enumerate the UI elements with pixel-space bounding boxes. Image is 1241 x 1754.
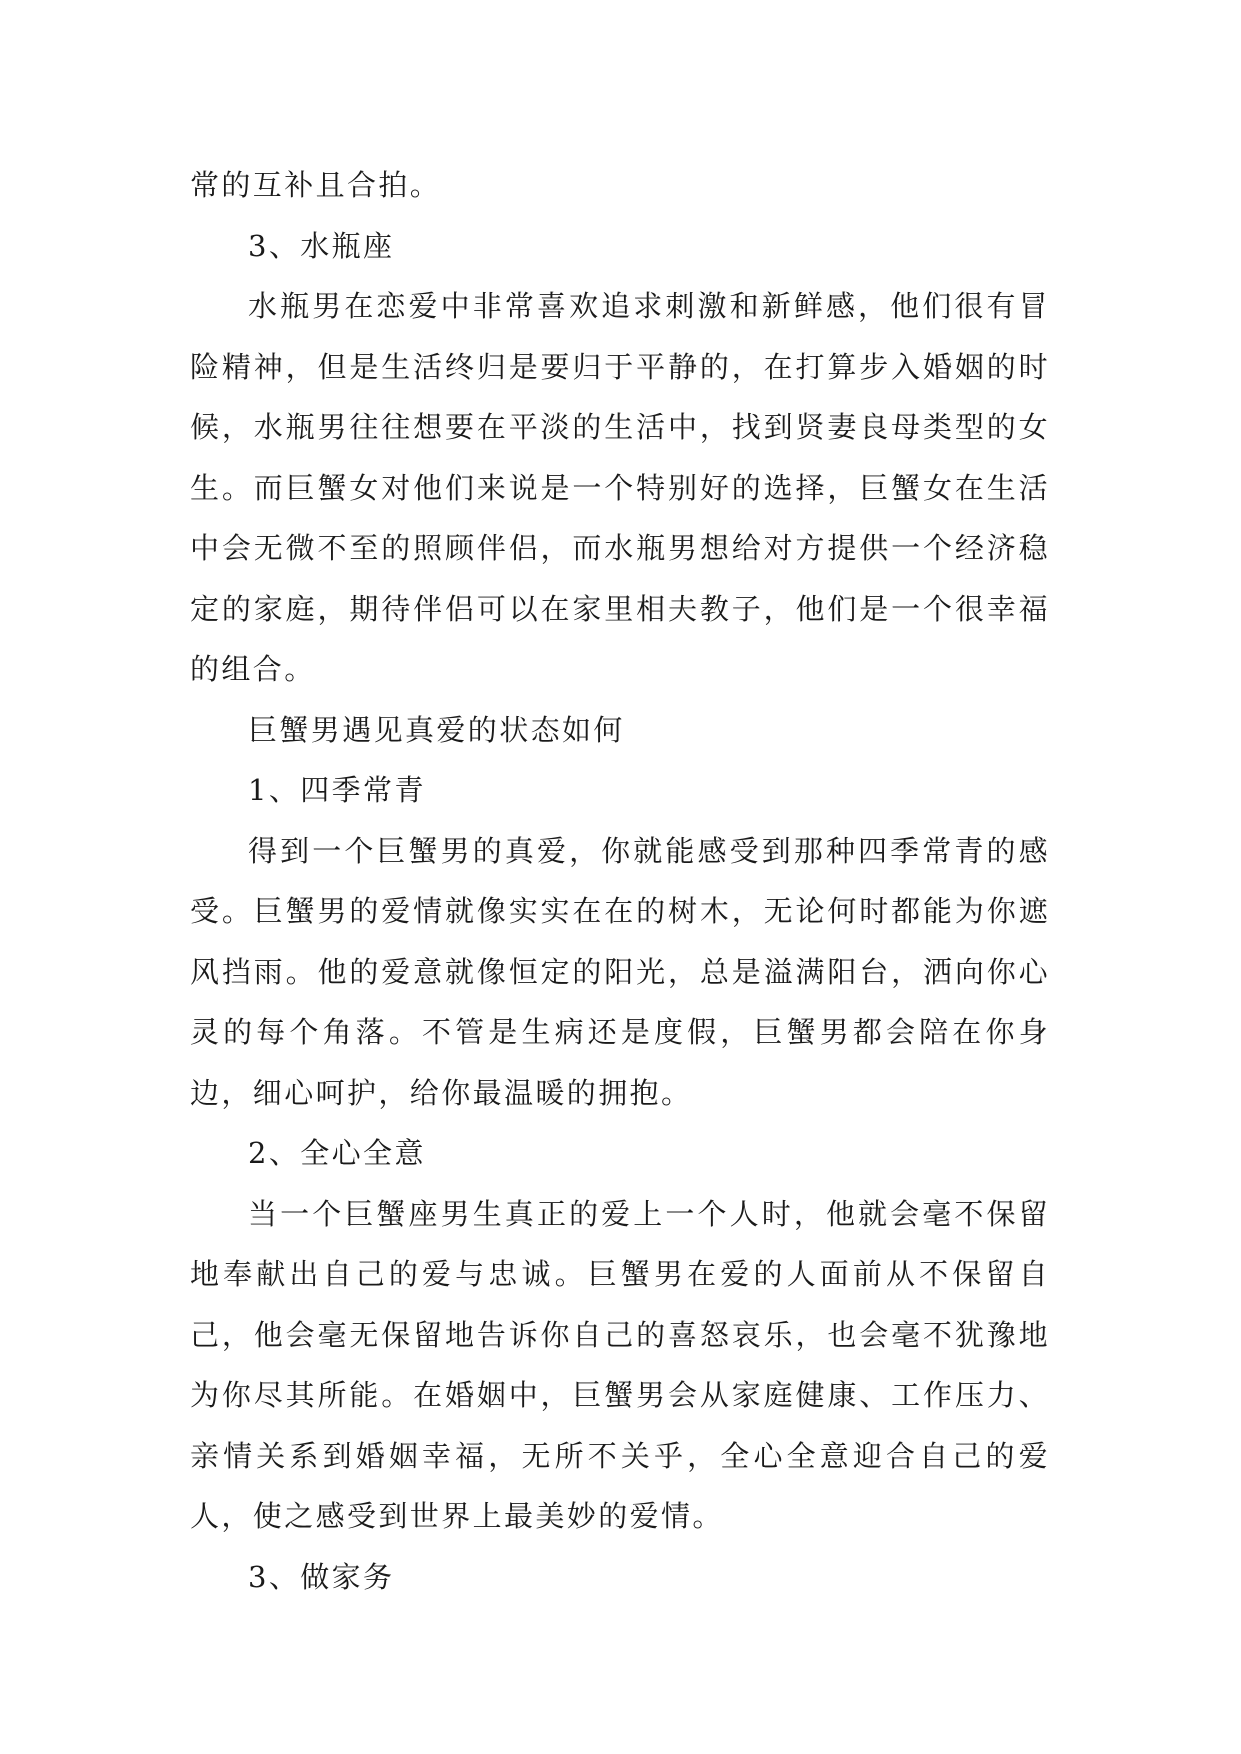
paragraph-aquarius: 水瓶男在恋爱中非常喜欢追求刺激和新鲜感，他们很有冒险精神，但是生活终归是要归于平静的，在打算步入婚姻的时候，水瓶男往往想要在平淡的生活中，找到贤妻良母类型的女生。而巨蟹女对他们来说是一个特别好的选择，巨蟹女在生活中会无微不至的照顾伴侣，而水瓶男想给对方提供一个经济稳定的家庭，期待伴侣可以在家里相夫教子，他们是一个很幸福的组合。 [190, 289, 1050, 686]
section-heading-true-love: 巨蟹男遇见真爱的状态如何 [248, 712, 625, 747]
paragraph-continued: 常的互补且合拍。 [190, 168, 442, 202]
section-heading-aquarius: 3、水瓶座 [248, 228, 395, 263]
paragraph-wholehearted: 当一个巨蟹座男生真正的爱上一个人时，他就会毫不保留地奉献出自己的爱与忠诚。巨蟹男在爱的人面前从不保留自己，他会毫无保留地告诉你自己的喜怒哀乐，也会毫不犹豫地为你尽其所能。在婚姻中，巨蟹男会从家庭健康、工作压力、亲情关系到婚姻幸福，无所不关乎，全心全意迎合自己的爱人，使之感受到世界上最美妙的爱情。 [190, 1196, 1050, 1533]
section-heading-housework: 3、做家务 [248, 1559, 395, 1594]
section-heading-evergreen: 1、四季常青 [248, 773, 426, 807]
document-body [190, 155, 1050, 1607]
paragraph-evergreen: 得到一个巨蟹男的真爱，你就能感受到那种四季常青的感受。巨蟹男的爱情就像实实在在的树木，无论何时都能为你遮风挡雨。他的爱意就像恒定的阳光，总是溢满阳台，洒向你心灵的每个角落。不管是生病还是度假，巨蟹男都会陪在你身边，细心呵护，给你最温暖的拥抱。 [190, 833, 1050, 1110]
section-heading-wholehearted: 2、全心全意 [248, 1136, 426, 1170]
